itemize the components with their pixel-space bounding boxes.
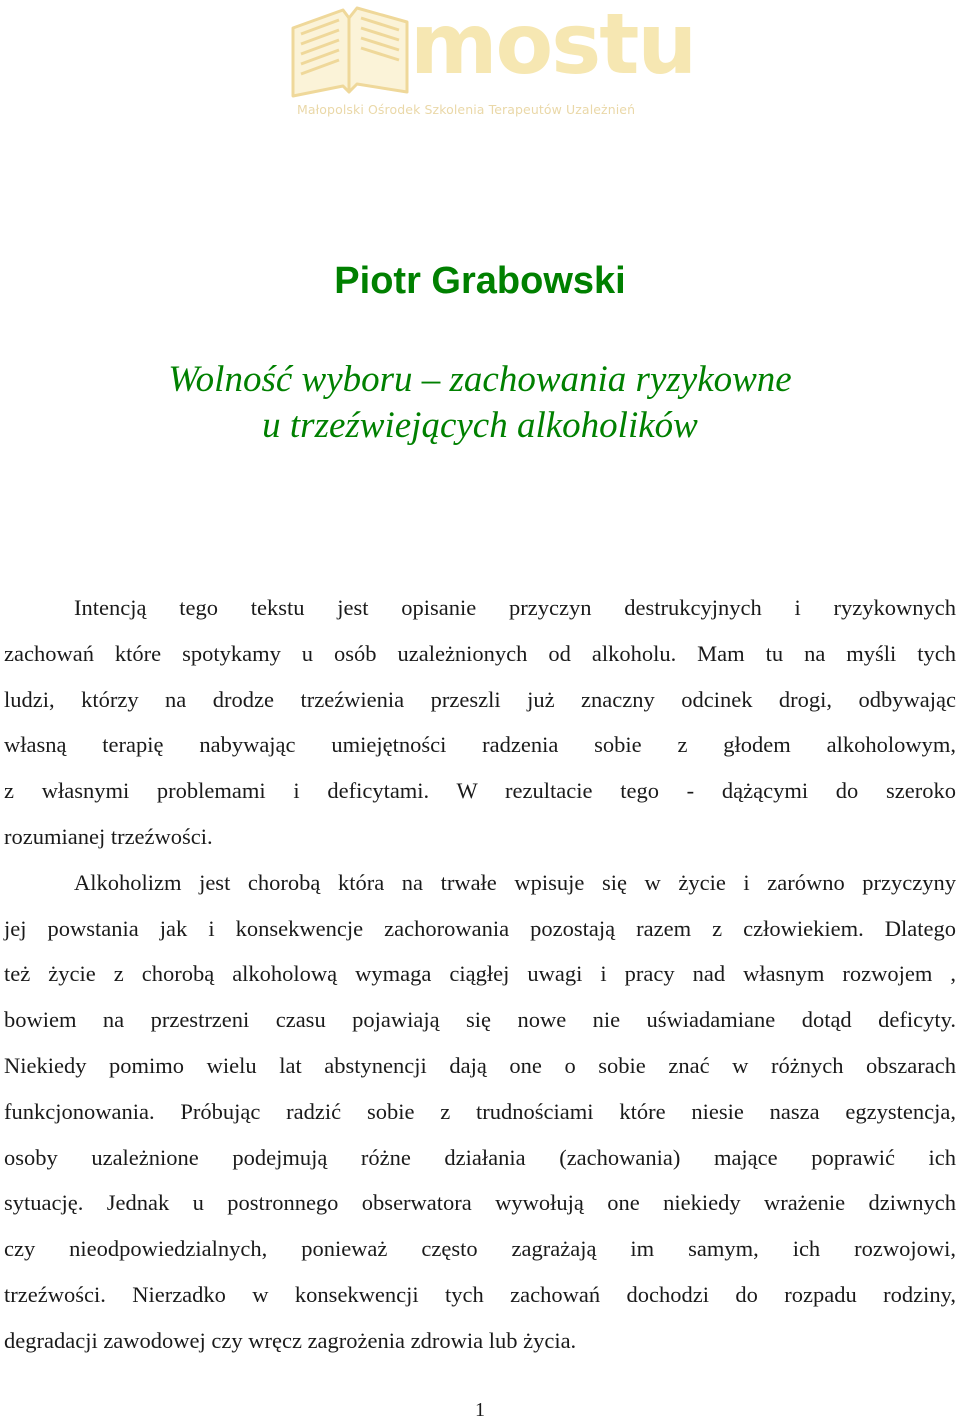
body-line: osoby uzależnione podejmują różne działania (zachowania) mające poprawić ich — [4, 1144, 956, 1170]
open-book-icon — [285, 0, 415, 100]
logo-wordmark: mostu — [410, 0, 696, 93]
body-line: Intencją tego tekstu jest opisanie przyczyn destrukcyjnych i ryzykownych — [74, 595, 956, 620]
body-line: własną terapię nabywając umiejętności radzenia sobie z głodem alkoholowym, — [4, 732, 956, 758]
body-line: Alkoholizm jest chorobą która na trwałe wpisuje się w życie i zarówno przyczyny — [74, 869, 956, 895]
body-line: rozumianej trzeźwości. — [4, 823, 213, 849]
body-line: czy nieodpowiedzialnych, ponieważ często zagrażają im samym, ich rozwojowi, — [4, 1236, 956, 1262]
title-line-2: u trzeźwiejących alkoholików — [262, 405, 698, 446]
body-line: jej powstania jak i konsekwencje zachorowania pozostają razem z człowiekiem. Dlatego — [4, 915, 956, 941]
logo-subtitle: Małopolski Ośrodek Szkolenia Terapeutów Uzależnień — [297, 102, 636, 117]
body-line: Niekiedy pomimo wielu lat abstynencji dają one o sobie znać w różnych obszarach — [4, 1052, 956, 1078]
logo — [285, 0, 696, 125]
body-line: degradacji zawodowej czy wręcz zagrożenia zdrowia lub życia. — [4, 1327, 577, 1353]
body-text — [4, 585, 956, 1364]
body-line: też życie z chorobą alkoholową wymaga ciągłej uwagi i pracy nad własnym rozwojem , — [4, 961, 956, 987]
body-line: zachowań które spotykamy u osób uzależnionych od alkoholu. Mam tu na myśli tych — [4, 640, 956, 666]
document-title — [0, 357, 960, 449]
body-line: sytuację. Jednak u postronnego obserwatora wywołują one niekiedy wrażenie dziwnych — [4, 1190, 956, 1216]
body-line: trzeźwości. Nierzadko w konsekwencji tych zachowań dochodzi do rozpadu rodziny, — [4, 1281, 956, 1307]
body-line: funkcjonowania. Próbując radzić sobie z trudnościami które niesie nasza egzystencja, — [4, 1098, 956, 1124]
body-line: z własnymi problemami i deficytami. W rezultacie tego - dążącymi do szeroko — [4, 778, 956, 804]
body-line: bowiem na przestrzeni czasu pojawiają się nowe nie uświadamiane dotąd deficyty. — [4, 1007, 956, 1033]
author-name: Piotr Grabowski — [334, 260, 626, 302]
title-line-1: Wolność wyboru – zachowania ryzykowne — [168, 359, 792, 400]
body-line: ludzi, którzy na drodze trzeźwienia przeszli już znaczny odcinek drogi, odbywając — [4, 686, 956, 712]
page-number: 1 — [475, 1399, 485, 1421]
